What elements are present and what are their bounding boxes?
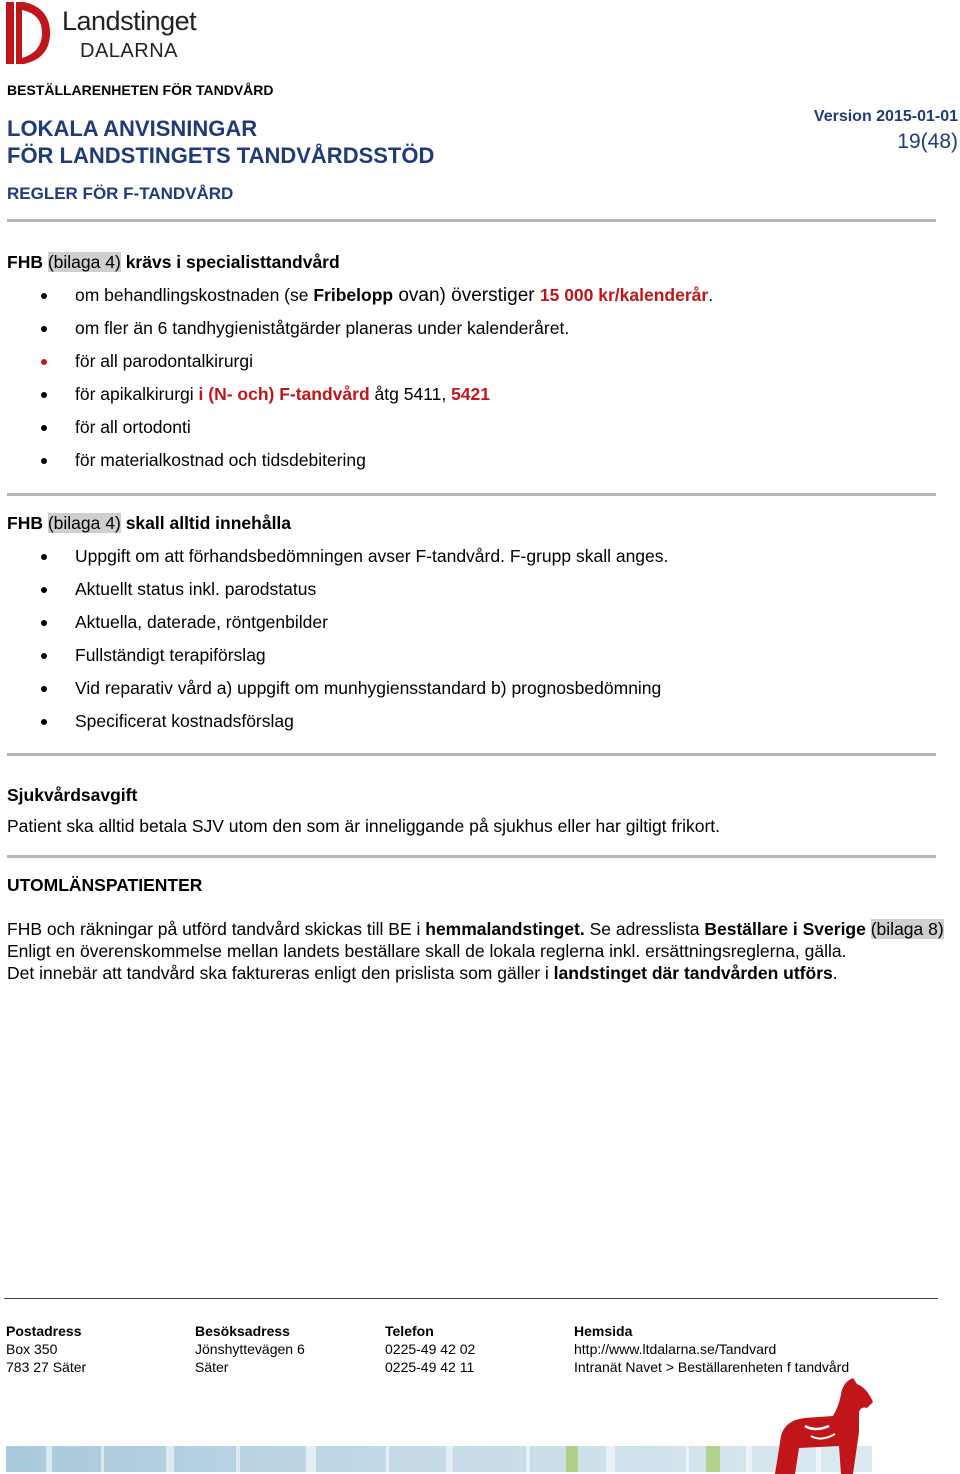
section-fhb-required: [7, 251, 713, 482]
item-text: om fler än 6 tandhygieniståtgärder planeras under kalenderåret.: [75, 318, 570, 338]
section-sjukvardsavgift: [7, 784, 720, 837]
footer-besoksadress: [195, 1322, 305, 1376]
list-item: [7, 416, 713, 449]
requirement-list: [7, 284, 713, 482]
footer-line: Box 350: [6, 1341, 58, 1357]
bullet-icon: [41, 326, 47, 332]
item-text: för all ortodonti: [75, 417, 191, 437]
item-red: 15 000 kr/kalenderår: [539, 285, 709, 305]
paragraph: [7, 962, 947, 984]
section-text: Patient ska alltid betala SJV utom den som är inneliggande på sjukhus eller har giltigt frikort.: [7, 816, 721, 836]
footer-line: 0225-49 42 11: [385, 1359, 475, 1375]
footer-hemsida: [574, 1322, 849, 1376]
section-heading: Sjukvårdsavgift: [7, 785, 138, 805]
footer-heading: Hemsida: [574, 1323, 633, 1339]
bullet-icon: [41, 620, 47, 626]
bullet-icon: [41, 458, 47, 464]
section-utomlanspatienter-heading: [7, 874, 202, 896]
heading-fhb: FHB: [7, 252, 43, 272]
footer-line: 0225-49 42 02: [385, 1341, 476, 1357]
heading-fhb: FHB: [7, 513, 43, 533]
para-text: .: [832, 963, 838, 983]
footer-heading: Besöksadress: [195, 1323, 290, 1339]
bullet-icon: [41, 359, 47, 365]
para-bold: landstinget där tandvården utförs: [553, 963, 833, 983]
bullet-icon: [41, 653, 47, 659]
section-heading: UTOMLÄNSPATIENTER: [7, 875, 203, 895]
item-text: Fullständigt terapiförslag: [75, 645, 266, 665]
list-item: [7, 350, 713, 383]
landstinget-logo: [6, 0, 197, 66]
item-text: ovan) överstiger: [393, 285, 540, 306]
footer-line: 783 27 Säter: [6, 1359, 87, 1375]
section-fhb-contents: [7, 512, 668, 743]
paragraph: Enligt en överenskommelse mellan landets beställare skall de lokala reglerna inkl. ersättningsreglerna, gälla.: [7, 941, 847, 961]
list-item: [7, 611, 668, 644]
bilaga-highlight: (bilaga 4): [47, 252, 121, 272]
item-text: Aktuellt status inkl. parodstatus: [75, 579, 317, 599]
item-text: Vid reparativ vård a) uppgift om munhygiensstandard b) prognosbedömning: [75, 678, 662, 698]
footer-heading: Postadress: [6, 1323, 82, 1339]
logo-name: Landstinget: [62, 6, 197, 36]
divider: [7, 219, 936, 222]
divider: [7, 855, 936, 858]
paragraph: [7, 918, 947, 940]
footer-heading: Telefon: [385, 1323, 434, 1339]
bilaga-highlight: (bilaga 4): [47, 513, 121, 533]
footer-line: Intranät Navet > Beställarenheten f tandvård: [574, 1359, 850, 1375]
item-text: för all parodontalkirurgi: [75, 351, 254, 371]
item-text: .: [708, 285, 714, 305]
section-heading: [7, 251, 713, 273]
footer-line: Jönshyttevägen 6: [195, 1341, 305, 1357]
list-item: [7, 677, 668, 710]
version-label: Version 2015-01-01: [813, 108, 958, 125]
bullet-icon: [41, 686, 47, 692]
footer-divider: [4, 1298, 938, 1299]
divider: [7, 753, 936, 756]
footer-link[interactable]: http://www.ltdalarna.se/Tandvard: [574, 1341, 777, 1357]
item-bold: Fribelopp: [313, 285, 394, 305]
department-name: BESTÄLLARENHETEN FÖR TANDVÅRD: [7, 82, 274, 98]
bilaga-highlight: (bilaga 8): [870, 919, 944, 939]
para-bold: hemmalandstinget.: [425, 919, 585, 939]
para-text: Se adresslista: [584, 919, 705, 939]
item-text: för apikalkirurgi: [75, 384, 199, 404]
list-item: [7, 578, 668, 611]
bullet-icon: [41, 425, 47, 431]
list-item: [7, 644, 668, 677]
bullet-icon: [41, 554, 47, 560]
bullet-icon: [41, 587, 47, 593]
item-text: åtg 5411,: [369, 384, 452, 404]
bullet-icon: [41, 719, 47, 725]
item-text: om behandlingskostnaden (se: [75, 285, 314, 305]
item-text: Specificerat kostnadsförslag: [75, 711, 294, 731]
item-red: 5421: [451, 384, 490, 404]
divider: [7, 493, 936, 496]
dala-horse-icon: [755, 1376, 885, 1474]
list-item: [7, 383, 713, 416]
para-text: FHB och räkningar på utförd tandvård skickas till BE i: [7, 919, 426, 939]
logo-sub: DALARNA: [80, 40, 178, 62]
rules-heading: REGLER FÖR F-TANDVÅRD: [7, 184, 234, 203]
footer-postadress: [6, 1322, 86, 1376]
title-line-1: LOKALA ANVISNINGAR: [7, 116, 258, 141]
list-item: [7, 449, 713, 482]
heading-text: krävs i specialisttandvård: [125, 252, 340, 272]
para-bold: Beställare i Sverige: [704, 919, 866, 939]
footer-line: Säter: [195, 1359, 229, 1375]
para-text: Det innebär att tandvård ska faktureras enligt den prislista som gäller i: [7, 963, 554, 983]
page-title: [7, 115, 434, 169]
item-text: för materialkostnad och tidsdebitering: [75, 450, 366, 470]
logo-mark-icon: [6, 2, 54, 64]
bullet-icon: [41, 392, 47, 398]
item-text: Uppgift om att förhandsbedömningen avser F-tandvård. F-grupp skall anges.: [75, 546, 669, 566]
footer-telefon: [385, 1322, 475, 1376]
bullet-icon: [41, 293, 47, 299]
title-line-2: FÖR LANDSTINGETS TANDVÅRDSSTÖD: [7, 143, 435, 168]
list-item: [7, 710, 668, 743]
section-heading: [7, 512, 668, 534]
item-red: i (N- och) F-tandvård: [198, 384, 370, 404]
heading-text: skall alltid innehålla: [125, 513, 292, 533]
footer-stripe-decoration: [6, 1446, 872, 1472]
item-text: Aktuella, daterade, röntgenbilder: [75, 612, 328, 632]
list-item: [7, 317, 713, 350]
contents-list: [7, 545, 668, 743]
page-number: 19(48): [897, 130, 958, 153]
list-item: [7, 545, 668, 578]
section-utomlanspatienter-text: [7, 918, 947, 984]
list-item: [7, 284, 713, 317]
